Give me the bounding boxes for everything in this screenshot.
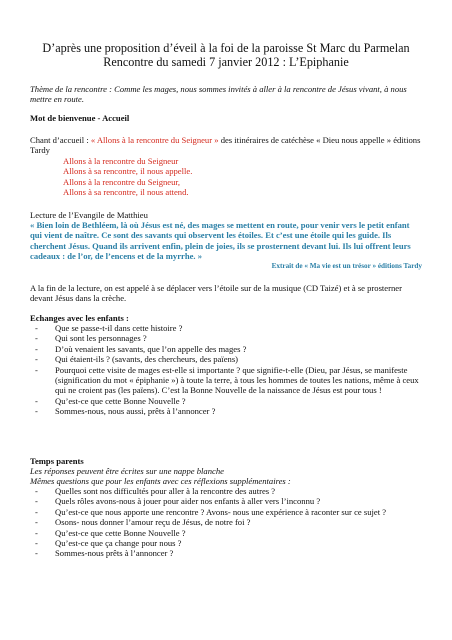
chant-paragraph bbox=[30, 135, 422, 156]
list-item: - Qu’est-ce que cette Bonne Nouvelle ? bbox=[35, 527, 186, 538]
theme-paragraph: Thème de la rencontre : Comme les mages, nous sommes invités à aller à la rencontre de Jésus vivant, à nous mettre en route. bbox=[30, 84, 407, 105]
list-item: - Quels rôles avons-nous à jouer pour aider nos enfants à aller vers l’inconnu ? bbox=[35, 496, 321, 507]
chant-prefix: Chant d’accueil : bbox=[30, 135, 91, 145]
list-item: - Sommes-nous, nous aussi, prêts à l’annoncer ? bbox=[35, 406, 216, 417]
gospel-source: Extrait de « Ma vie est un trésor » éditions Tardy bbox=[271, 262, 422, 270]
refrain-line: Allons à sa rencontre, il nous attend. bbox=[63, 187, 189, 198]
children-heading: Echanges avec les enfants : bbox=[30, 313, 129, 323]
refrain-line: Allons à la rencontre du Seigneur, bbox=[63, 176, 181, 187]
list-item: - Qu’est-ce que nous apporte une rencontre ? Avons- nous une expérience à raconter sur ce sujet ? bbox=[35, 506, 387, 517]
list-item: - D’où venaient les savants, que l’on appelle des mages ? bbox=[35, 343, 247, 354]
parents-questions bbox=[30, 486, 422, 559]
list-item: - Osons- nous donner l’amour reçu de Jésus, de notre foi ? bbox=[35, 517, 251, 528]
parents-heading: Temps parents bbox=[30, 456, 84, 466]
header-line-2: Rencontre du samedi 7 janvier 2012 : L’Epiphanie bbox=[103, 55, 349, 69]
welcome-heading: Mot de bienvenue - Accueil bbox=[30, 113, 130, 123]
parents-note-2: Mêmes questions que pour les enfants avec ces réflexions supplémentaires : bbox=[30, 476, 291, 486]
list-item: - Qu’est-ce que cette Bonne Nouvelle ? bbox=[35, 395, 186, 406]
header-line-1: D’après une proposition d’éveil à la foi de la paroisse St Marc du Parmelan bbox=[42, 41, 410, 55]
list-item: - Pourquoi cette visite de mages est-elle si importante ? que signifie-t-elle (Dieu, par Jésus, se manifeste (signification du mot « épiphanie ») à toute la terre, à tous les hommes de toutes les nations, même à ceux qui ne croient pas (les païens). C’est la Bonne Nouvelle de la naissance de Jésus est pour tous ! bbox=[35, 364, 419, 396]
gospel-text: « Bien loin de Bethléem, là où Jésus est né, des mages se mettent en route, pour venir vers le petit enfant qui vient de naître. Ce sont des savants qui observent les étoiles. Et c’est une étoile qui les guide. Ils cherchent Jésus. Quand ils arrivent enfin, plein de joies, ils se prosternent devant lui. Ils lui offrent leurs cadeaux : de l’or, de l’encens et de la myrrhe. » bbox=[30, 220, 411, 262]
chant-suffix: des itinéraires de catéchèse « Dieu nous appelle » éditions Tardy bbox=[30, 135, 421, 156]
children-questions bbox=[30, 323, 422, 417]
reading-intro: Lecture de l’Evangile de Matthieu bbox=[30, 210, 148, 220]
refrain-line: Allons à la rencontre du Seigneur bbox=[63, 156, 179, 166]
refrain bbox=[30, 156, 452, 198]
parents-note-1: Les réponses peuvent être écrites sur une nappe blanche bbox=[30, 466, 224, 476]
list-item: - Quelles sont nos difficultés pour aller à la rencontre des autres ? bbox=[35, 486, 276, 496]
list-item: - Sommes-nous prêts à l’annoncer ? bbox=[35, 548, 174, 559]
refrain-line: Allons à sa rencontre, il nous appelle. bbox=[63, 166, 193, 177]
chant-title: « Allons à la rencontre du Seigneur » bbox=[90, 135, 219, 145]
list-item: - Qui étaient-ils ? (savants, des chercheurs, des païens) bbox=[35, 354, 239, 365]
after-reading-paragraph: A la fin de la lecture, on est appelé à se déplacer vers l’étoile sur de la musique (CD Taizé) et à se prosterner devant Jésus dans la crèche. bbox=[30, 283, 402, 304]
list-item: - Que se passe-t-il dans cette histoire ? bbox=[35, 323, 183, 333]
list-item: - Qui sont les personnages ? bbox=[35, 333, 147, 344]
list-item: - Qu’est-ce que ça change pour nous ? bbox=[35, 538, 182, 549]
document-header bbox=[30, 41, 422, 69]
